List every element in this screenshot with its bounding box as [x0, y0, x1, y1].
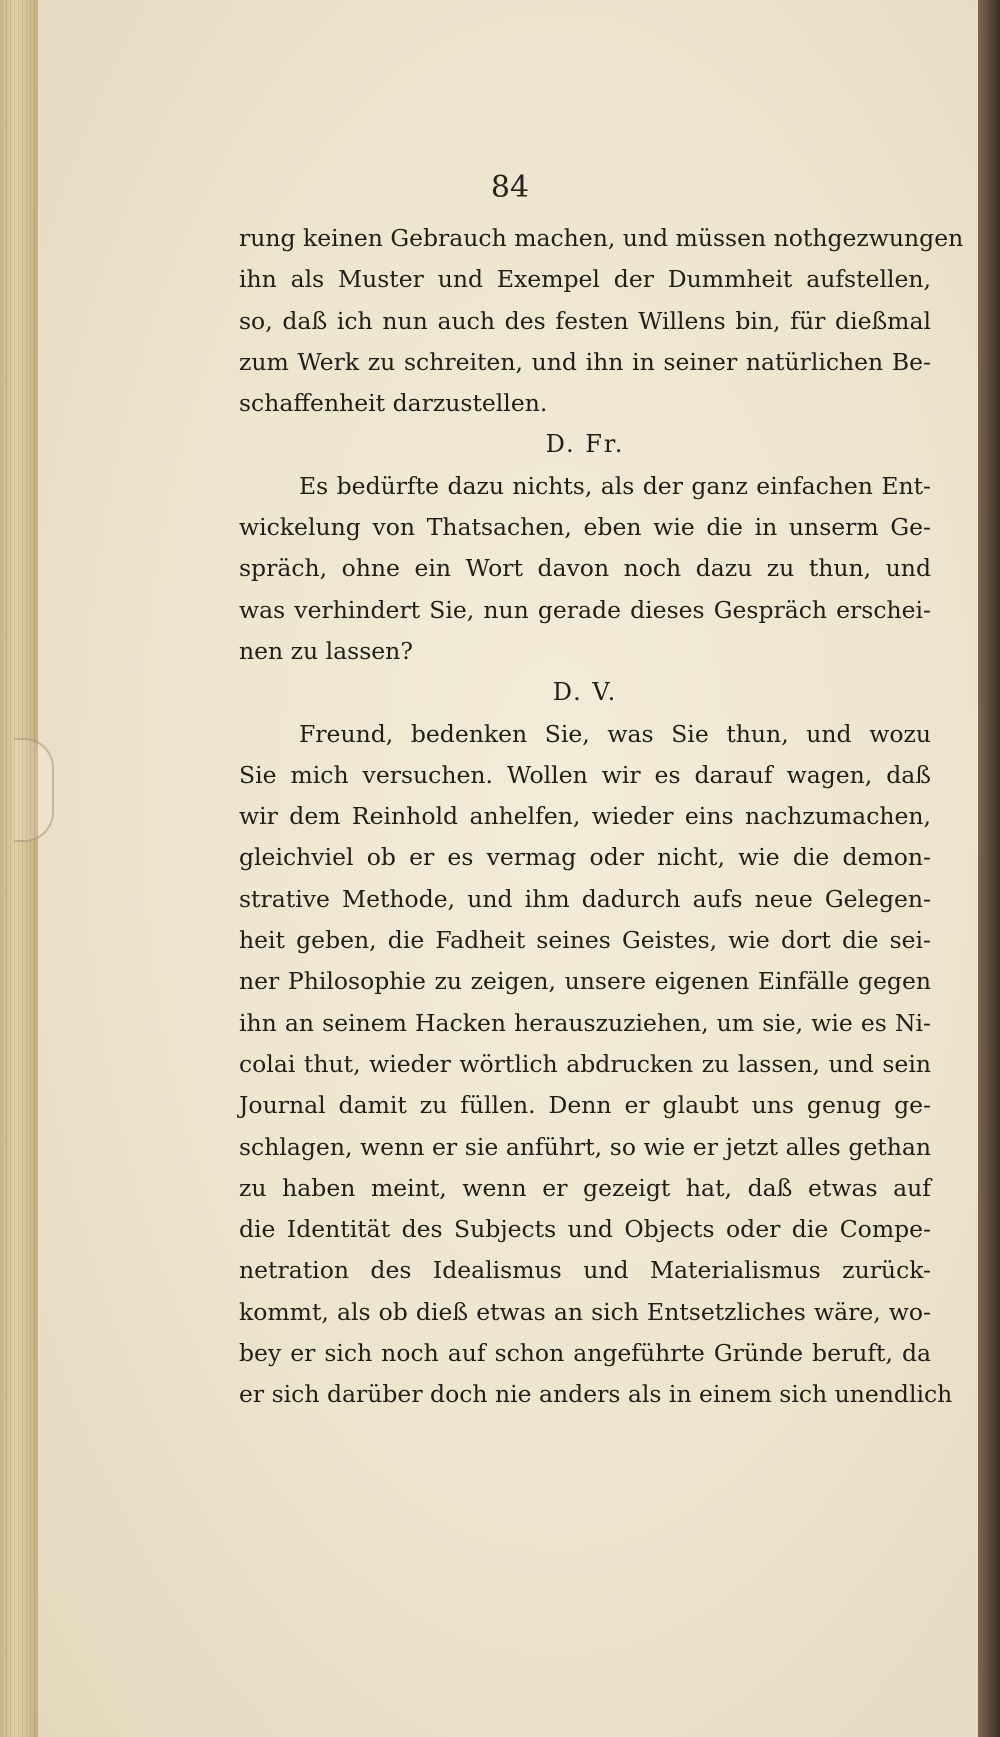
right-binding-shadow	[978, 0, 1000, 1737]
text-line: ihn als Muster und Exempel der Dummheit aufstellen,	[239, 265, 931, 294]
text-line: Sie mich versuchen. Wollen wir es darauf wagen, daß	[239, 760, 931, 789]
text-line: zum Werk zu schreiten, und ihn in seiner natürlichen Be-	[239, 347, 931, 376]
text-line: nen zu lassen?	[239, 636, 413, 665]
text-line: ner Philosophie zu zeigen, unsere eigenen Einfälle gegen	[239, 967, 931, 996]
text-line: Freund, bedenken Sie, was Sie thun, und wozu	[299, 719, 931, 748]
text-line: die Identität des Subjects und Objects oder die Compe-	[239, 1215, 931, 1244]
text-line: schlagen, wenn er sie anführt, so wie er jetzt alles gethan	[239, 1132, 931, 1161]
text-line: ihn an seinem Hacken herauszuziehen, um sie, wie es Ni-	[239, 1008, 931, 1037]
page-number: 84	[490, 170, 530, 205]
text-line: spräch, ohne ein Wort davon noch dazu zu thun, und	[239, 554, 931, 583]
text-line: colai thut, wieder wörtlich abdrucken zu lassen, und sein	[239, 1049, 931, 1078]
paper-clip-mark	[14, 738, 54, 842]
text-line: bey er sich noch auf schon angeführte Gründe beruft, da	[239, 1339, 931, 1368]
text-line: schaffenheit darzustellen.	[239, 389, 548, 418]
text-line: netration des Idealismus und Materialismus zurück-	[239, 1256, 931, 1285]
text-line: wir dem Reinhold anhelfen, wieder eins nachzumachen,	[239, 802, 931, 831]
text-line: so, daß ich nun auch des festen Willens bin, für dießmal	[239, 306, 931, 335]
text-line: er sich darüber doch nie anders als in einem sich unendlich	[239, 1380, 953, 1409]
text-line: Es bedürfte dazu nichts, als der ganz einfachen Ent-	[299, 471, 931, 500]
text-line: Journal damit zu füllen. Denn er glaubt uns genug ge-	[239, 1091, 931, 1120]
speaker-heading: D. V.	[552, 678, 618, 707]
body-text	[239, 218, 964, 1416]
text-line: strative Methode, und ihm dadurch aufs neue Gelegen-	[239, 884, 931, 913]
text-line: heit geben, die Fadheit seines Geistes, wie dort die sei-	[239, 926, 931, 955]
page-edge-texture	[6, 0, 36, 1737]
text-line: wickelung von Thatsachen, eben wie die in unserm Ge-	[239, 513, 931, 542]
text-line: zu haben meint, wenn er gezeigt hat, daß etwas auf	[239, 1173, 931, 1202]
text-line: rung keinen Gebrauch machen, und müssen nothgezwungen	[239, 224, 964, 252]
text-line: was verhindert Sie, nun gerade dieses Gespräch erschei-	[239, 595, 931, 624]
text-line: gleichviel ob er es vermag oder nicht, wie die demon-	[239, 843, 931, 872]
text-line: kommt, als ob dieß etwas an sich Entsetzliches wäre, wo-	[239, 1297, 931, 1326]
speaker-heading: D. Fr.	[545, 430, 625, 459]
